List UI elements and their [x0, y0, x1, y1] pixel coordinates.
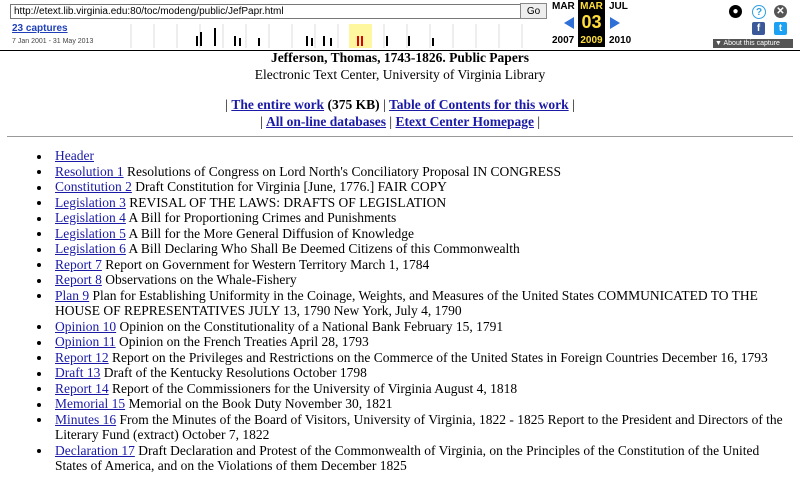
list-item [37, 334, 787, 350]
section-title: A Bill Declaring Who Shall Be Deemed Citizens of this Commonwealth [128, 241, 520, 256]
list-item [37, 148, 787, 164]
help-icon[interactable]: ? [752, 5, 766, 19]
list-item [37, 443, 787, 474]
list-item [37, 257, 787, 273]
list-item [37, 272, 787, 288]
bullet-icon [37, 201, 41, 205]
toc-list [37, 148, 787, 474]
entire-work-link[interactable]: The entire work [231, 97, 325, 112]
bullet-icon [37, 248, 41, 252]
next-capture-arrow-icon[interactable] [610, 17, 620, 29]
wayback-toolbar [0, 0, 800, 51]
bullet-icon [37, 170, 41, 174]
bullet-icon [37, 294, 41, 298]
facebook-icon[interactable]: f [752, 22, 765, 35]
section-title: Plan for Establishing Uniformity in the Coinage, Weights, and Measures of the United States COMMUNICATED TO THE HOUSE OF REPRESENTATIVES JULY 13, 1790 New York, July 4, 1790 [55, 287, 758, 318]
section-title: From the Minutes of the Board of Visitors, University of Virginia, 1822 - 1825 Report to the President and Directors of the Literary Fund (extract) October 7, 1822 [55, 411, 783, 442]
section-link[interactable]: Declaration 17 [55, 442, 135, 458]
list-item [37, 396, 787, 412]
list-item [37, 164, 787, 180]
date-range: 7 Jan 2001 - 31 May 2013 [12, 38, 94, 45]
list-item [37, 319, 787, 335]
prev-capture-arrow-icon[interactable] [564, 17, 574, 29]
section-link[interactable]: Draft 13 [55, 365, 101, 380]
section-title: Resolutions of Congress on Lord North's Conciliatory Proposal IN CONGRESS [127, 163, 562, 179]
bullet-icon [37, 325, 41, 329]
section-title: Draft Declaration and Protest of the Commonwealth of Virginia, on the Principles of the Constitution of the United States of America, and on the Violations of them December 1825 [55, 442, 760, 473]
bullet-icon [37, 263, 41, 267]
toc-link[interactable]: Table of Contents for this work [389, 97, 569, 112]
section-link[interactable]: Constitution 2 [55, 179, 132, 194]
list-item [37, 210, 787, 226]
list-item [37, 412, 787, 443]
homepage-link[interactable]: Etext Center Homepage [395, 114, 534, 129]
section-title: Report on Government for Western Territory March 1, 1784 [105, 256, 430, 272]
list-item [37, 350, 787, 366]
section-title: Report of the Commissioners for the University of Virginia August 4, 1818 [112, 380, 518, 396]
section-link[interactable]: Minutes 16 [55, 411, 117, 427]
section-link[interactable]: Legislation 4 [55, 210, 126, 225]
bullet-icon [37, 403, 41, 407]
section-title: Draft of the Kentucky Resolutions October 1798 [103, 365, 367, 380]
list-item [37, 179, 787, 195]
section-title: Memorial on the Book Duty November 30, 1821 [128, 396, 393, 411]
list-item [37, 288, 787, 319]
next-month[interactable]: JUL [609, 1, 628, 12]
bullet-icon [37, 186, 41, 190]
section-link[interactable]: Plan 9 [55, 287, 90, 303]
list-item [37, 241, 787, 257]
bullet-icon [37, 279, 41, 283]
list-item [37, 195, 787, 211]
section-link[interactable]: Legislation 5 [55, 225, 126, 241]
section-link[interactable]: Report 12 [55, 349, 109, 365]
section-title: Report on the Privileges and Restrictions on the Commerce of the United States in Foreign Countries December 16, 1793 [112, 349, 768, 365]
bullet-icon [37, 341, 41, 345]
databases-link[interactable]: All on-line databases [266, 114, 387, 129]
work-size: (375 KB) [327, 97, 380, 112]
section-link[interactable]: Report 8 [55, 272, 102, 287]
close-icon[interactable]: ✕ [774, 5, 787, 18]
bullet-icon [37, 387, 41, 391]
section-title: REVISAL OF THE LAWS: DRAFTS OF LEGISLATION [129, 194, 447, 210]
section-link[interactable]: Opinion 10 [55, 318, 117, 334]
current-year: 2009 [580, 35, 603, 46]
divider [7, 136, 793, 137]
list-item [37, 226, 787, 242]
page-subtitle: Electronic Text Center, University of Virginia Library [254, 67, 546, 82]
section-title: A Bill for Proportioning Crimes and Punishments [128, 210, 397, 225]
go-button[interactable]: Go [520, 3, 547, 19]
current-day: 03 [581, 12, 602, 32]
about-capture-link[interactable]: ▼ About this capture [713, 39, 793, 48]
capture-sparkline[interactable] [108, 24, 548, 48]
section-link[interactable]: Legislation 6 [55, 241, 126, 256]
list-item [37, 365, 787, 381]
section-title: A Bill for the More General Diffusion of Knowledge [128, 225, 414, 241]
twitter-icon[interactable]: t [774, 22, 787, 35]
current-month: MAR [580, 1, 603, 12]
page-header [0, 49, 800, 83]
list-item [37, 381, 787, 397]
work-nav: | The entire work (375 KB) | Table of Contents for this work | | All on-line databases | Etext Center Homepage | [225, 97, 575, 129]
section-link[interactable]: Legislation 3 [55, 194, 126, 210]
bullet-icon [37, 217, 41, 221]
bullet-icon [37, 155, 41, 159]
prev-year[interactable]: 2007 [552, 35, 575, 46]
bullet-icon [37, 232, 41, 236]
section-link[interactable]: Report 7 [55, 256, 102, 272]
section-link[interactable]: Opinion 11 [55, 334, 116, 349]
section-title: Opinion on the Constitutionality of a National Bank February 15, 1791 [119, 318, 504, 334]
next-year[interactable]: 2010 [609, 35, 632, 46]
section-title: Draft Constitution for Virginia [June, 1776.] FAIR COPY [135, 179, 447, 194]
section-link[interactable]: Resolution 1 [55, 163, 124, 179]
bullet-icon [37, 372, 41, 376]
section-link[interactable]: Memorial 15 [55, 396, 126, 411]
captures-link[interactable]: 23 captures [12, 23, 68, 34]
url-input[interactable] [10, 4, 523, 19]
section-title: Opinion on the French Treaties April 28, 1793 [119, 334, 369, 349]
user-icon[interactable]: ● [729, 5, 742, 18]
bullet-icon [37, 449, 41, 453]
section-link[interactable]: Header [55, 148, 94, 163]
page-title: Jefferson, Thomas, 1743-1826. Public Papers [270, 50, 530, 65]
about-capture-label: About this capture [723, 40, 780, 47]
bullet-icon [37, 418, 41, 422]
current-capture [578, 0, 605, 47]
section-link[interactable]: Report 14 [55, 380, 109, 396]
prev-month[interactable]: MAR [552, 1, 575, 12]
bullet-icon [37, 356, 41, 360]
section-title: Observations on the Whale-Fishery [105, 272, 297, 287]
